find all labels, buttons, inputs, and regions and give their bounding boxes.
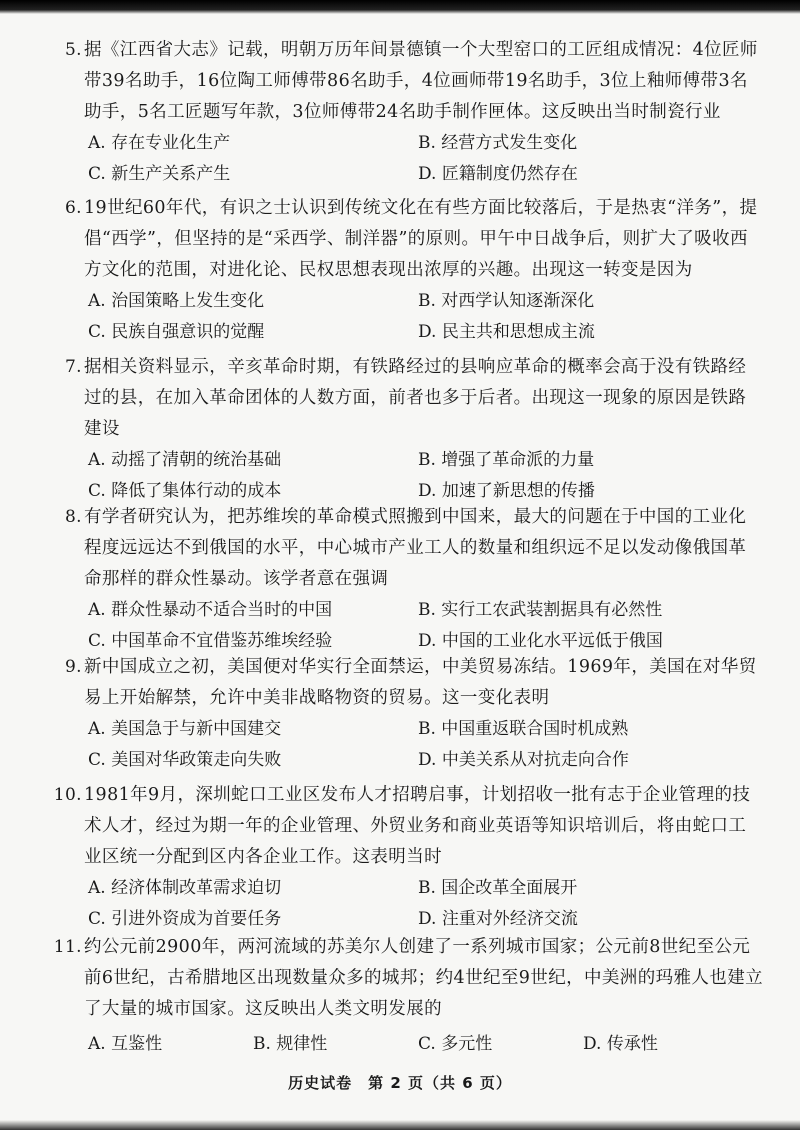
question-10	[53, 780, 764, 935]
question-number: 7.	[64, 357, 82, 377]
options	[84, 128, 764, 190]
option-a[interactable]: A. 动摇了清朝的统治基础	[88, 450, 282, 470]
question-number: 6.	[64, 198, 82, 218]
option-c[interactable]: C. 新生产关系产生	[88, 164, 231, 184]
option-c[interactable]: C. 多元性	[418, 1034, 493, 1054]
question-8	[64, 502, 764, 657]
top-scan-edge	[0, 0, 800, 14]
question-stem	[64, 352, 764, 445]
options	[84, 714, 764, 776]
question-stem	[64, 502, 764, 595]
question-text: 据相关资料显示，辛亥革命时期，有铁路经过的县响应革命的概率会高于没有铁路经过的县，在加入革命团体的人数方面，前者也多于后者。出现这一现象的原因是铁路建设	[84, 357, 747, 439]
option-b[interactable]: B. 中国重返联合国时机成熟	[418, 719, 629, 739]
question-5	[64, 35, 764, 190]
options	[84, 873, 764, 935]
question-text: 有学者研究认为，把苏维埃的革命模式照搬到中国来，最大的问题在于中国的工业化程度远远达不到俄国的水平，中心城市产业工人的数量和组织远不足以发动像俄国革命那样的群众性暴动。该学者意在强调	[84, 507, 747, 589]
option-b[interactable]: B. 对西学认知逐渐深化	[418, 291, 595, 311]
option-b[interactable]: B. 实行工农武装割据具有必然性	[418, 600, 663, 620]
question-7	[64, 352, 764, 507]
option-a[interactable]: A. 互鉴性	[88, 1034, 163, 1054]
question-stem	[64, 652, 764, 714]
options	[84, 286, 764, 348]
question-number: 10.	[53, 785, 82, 805]
options	[84, 445, 764, 507]
option-c[interactable]: C. 降低了集体行动的成本	[88, 481, 282, 501]
question-11	[53, 932, 764, 1060]
question-text: 新中国成立之初，美国便对华实行全面禁运，中美贸易冻结。1969年，美国在对华贸易上开始解禁，允许中美非战略物资的贸易。这一变化表明	[84, 657, 757, 708]
options	[84, 595, 764, 657]
question-number: 11.	[53, 937, 82, 957]
option-a[interactable]: A. 治国策略上发生变化	[88, 291, 265, 311]
option-a[interactable]: A. 美国急于与新中国建交	[88, 719, 282, 739]
question-text: 约公元前2900年，两河流域的苏美尔人创建了一系列城市国家；公元前8世纪至公元前6世纪，古希腊地区出现数量众多的城邦；约4世纪至9世纪，中美洲的玛雅人也建立了大量的城市国家。这反映出人类文明发展的	[84, 937, 763, 1019]
option-a[interactable]: A. 群众性暴动不适合当时的中国	[88, 600, 333, 620]
option-c[interactable]: C. 美国对华政策走向失败	[88, 750, 282, 770]
question-stem	[53, 780, 764, 873]
option-b[interactable]: B. 规律性	[253, 1034, 328, 1054]
option-b[interactable]: B. 国企改革全面展开	[418, 878, 578, 898]
option-c[interactable]: C. 引进外资成为首要任务	[88, 909, 282, 929]
question-text: 据《江西省大志》记载，明朝万历年间景德镇一个大型窑口的工匠组成情况：4位匠师带39名助手，16位陶工师傅带86名助手，4位画师带19名助手，3位上釉师傅带3名助手，5名工匠题写年款，3位师傅带24名助手制作匣体。这反映出当时制瓷行业	[84, 40, 758, 122]
page-footer: 历史试卷 第 2 页（共 6 页）	[288, 1074, 512, 1092]
option-d[interactable]: D. 匠籍制度仍然存在	[418, 164, 578, 184]
question-stem	[53, 932, 764, 1025]
question-number: 8.	[64, 507, 82, 527]
option-d[interactable]: D. 加速了新思想的传播	[418, 481, 595, 501]
option-d[interactable]: D. 中美关系从对抗走向合作	[418, 750, 629, 770]
question-6	[64, 193, 764, 348]
option-d[interactable]: D. 中国的工业化水平远低于俄国	[418, 631, 663, 651]
options	[84, 1029, 764, 1060]
bottom-scan-edge	[0, 1120, 800, 1130]
option-a[interactable]: A. 存在专业化生产	[88, 133, 231, 153]
question-text: 19世纪60年代，有识之士认识到传统文化在有些方面比较落后，于是热衷“洋务”，提倡“西学”，但坚持的是“采西学、制洋器”的原则。甲午中日战争后，则扩大了吸收西方文化的范围，对进化论、民权思想表现出浓厚的兴趣。出现这一转变是因为	[84, 198, 758, 280]
option-d[interactable]: D. 传承性	[583, 1034, 658, 1054]
option-d[interactable]: D. 民主共和思想成主流	[418, 322, 595, 342]
option-c[interactable]: C. 中国革命不宜借鉴苏维埃经验	[88, 631, 333, 651]
question-number: 5.	[64, 40, 82, 60]
question-number: 9.	[64, 657, 82, 677]
option-c[interactable]: C. 民族自强意识的觉醒	[88, 322, 265, 342]
option-b[interactable]: B. 增强了革命派的力量	[418, 450, 595, 470]
question-9	[64, 652, 764, 776]
option-b[interactable]: B. 经营方式发生变化	[418, 133, 578, 153]
question-text: 1981年9月，深圳蛇口工业区发布人才招聘启事，计划招收一批有志于企业管理的技术人才，经过为期一年的企业管理、外贸业务和商业英语等知识培训后，将由蛇口工业区统一分配到区内各企业工作。这表明当时	[84, 785, 751, 867]
option-a[interactable]: A. 经济体制改革需求迫切	[88, 878, 282, 898]
question-stem	[64, 193, 764, 286]
option-d[interactable]: D. 注重对外经济交流	[418, 909, 578, 929]
question-stem	[64, 35, 764, 128]
